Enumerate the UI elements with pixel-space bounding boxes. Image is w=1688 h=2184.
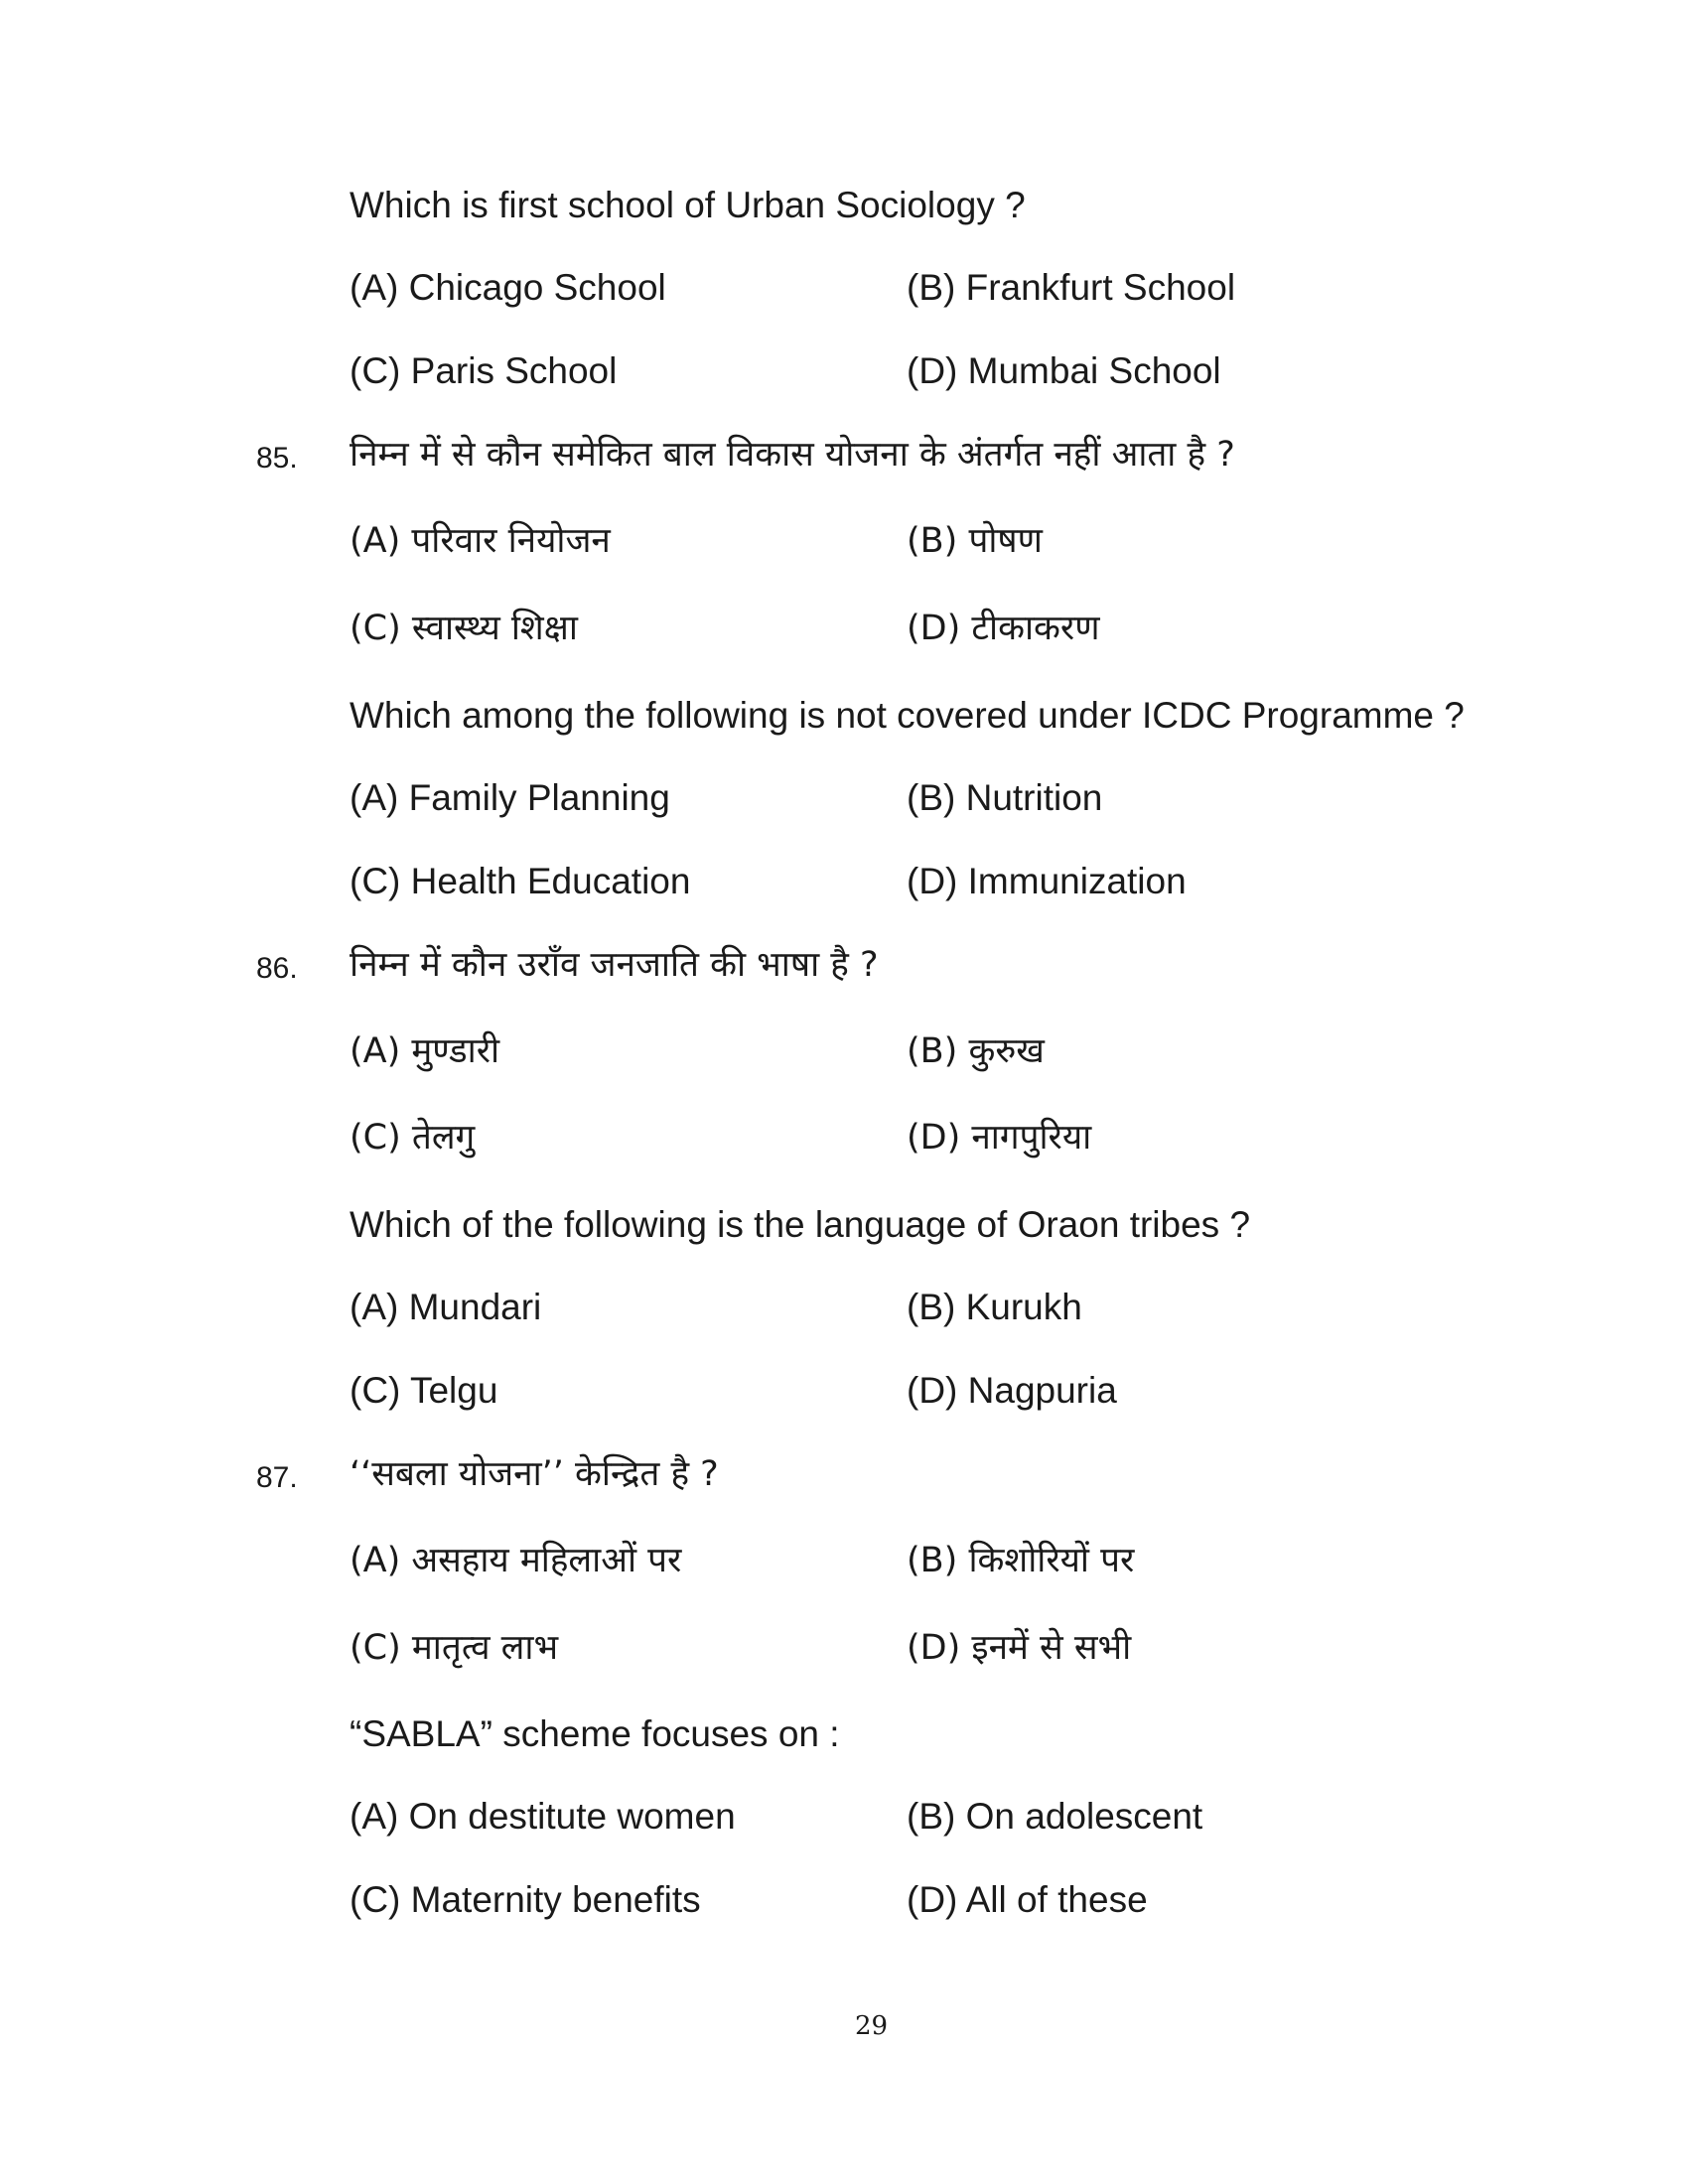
option-c-english: (C) Maternity benefits [350, 1879, 701, 1920]
option-a-hindi: (A) मुण्डारी [350, 1031, 500, 1071]
question-number: 86. [256, 952, 298, 985]
option-c-hindi: (C) मातृत्व लाभ [350, 1628, 559, 1668]
question-number: 85. [256, 442, 298, 475]
option-d-hindi: (D) इनमें से सभी [907, 1628, 1132, 1668]
question-text-hindi: ‘‘सबला योजना’’ केन्द्रित है ? [350, 1454, 719, 1494]
option-b-hindi: (B) कुरुख [907, 1031, 1045, 1071]
question-text-hindi: निम्न में कौन उराँव जनजाति की भाषा है ? [350, 945, 879, 985]
question-text-english: “SABLA” scheme focuses on : [350, 1713, 840, 1754]
option-c-english: (C) Telgu [350, 1370, 498, 1411]
option-a-english: (A) Family Planning [350, 777, 670, 818]
option-a: (A) Chicago School [350, 267, 666, 308]
option-b-english: (B) Kurukh [907, 1287, 1082, 1327]
option-d-english: (D) Immunization [907, 861, 1187, 901]
option-c: (C) Paris School [350, 350, 618, 391]
option-a-english: (A) Mundari [350, 1287, 542, 1327]
option-d-english: (D) Nagpuria [907, 1370, 1117, 1411]
option-c-hindi: (C) स्वास्थ्य शिक्षा [350, 609, 578, 648]
option-b-hindi: (B) पोषण [907, 521, 1043, 561]
option-b-english: (B) On adolescent [907, 1796, 1203, 1837]
option-d-hindi: (D) टीकाकरण [907, 609, 1100, 648]
question-text-hindi: निम्न में से कौन समेकित बाल विकास योजना के अंतर्गत नहीं आता है ? [350, 435, 1235, 475]
option-a-hindi: (A) परिवार नियोजन [350, 521, 611, 561]
option-b-hindi: (B) किशोरियों पर [907, 1541, 1135, 1580]
option-d-english: (D) All of these [907, 1879, 1148, 1920]
question-number: 87. [256, 1461, 298, 1494]
option-a-hindi: (A) असहाय महिलाओं पर [350, 1541, 682, 1580]
option-c-hindi: (C) तेलगु [350, 1118, 476, 1158]
option-d-hindi: (D) नागपुरिया [907, 1118, 1092, 1158]
option-c-english: (C) Health Education [350, 861, 691, 901]
question-text-english: Which among the following is not covered under ICDC Programme ? [350, 695, 1465, 736]
option-a-english: (A) On destitute women [350, 1796, 736, 1837]
option-d: (D) Mumbai School [907, 350, 1221, 391]
question-text: Which is first school of Urban Sociology ? [350, 185, 1026, 225]
page-number: 29 [854, 2011, 889, 2041]
question-text-english: Which of the following is the language of Oraon tribes ? [350, 1204, 1251, 1245]
option-b-english: (B) Nutrition [907, 777, 1103, 818]
option-b: (B) Frankfurt School [907, 267, 1236, 308]
